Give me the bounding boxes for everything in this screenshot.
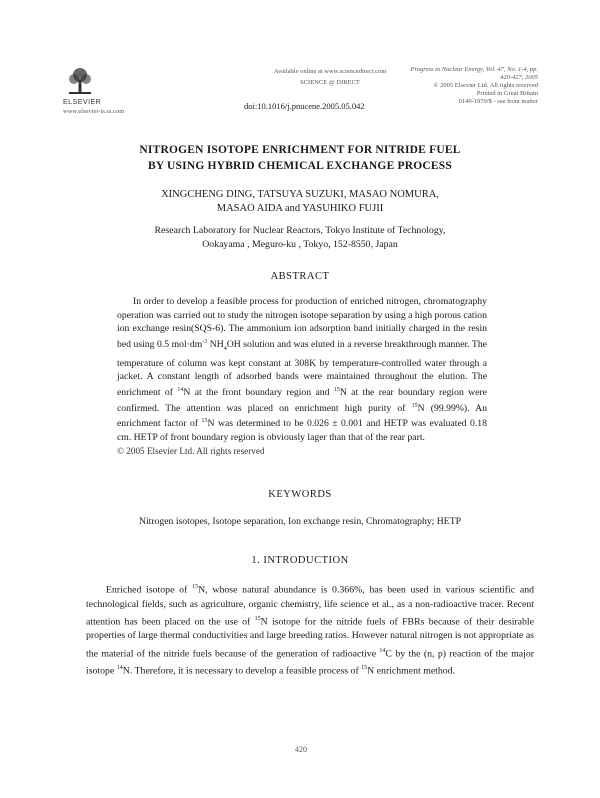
intro-sup-14b: 14 — [116, 665, 123, 672]
availability-block — [250, 68, 410, 87]
available-online-text: Available online at www.sciencedirect.com — [273, 68, 387, 75]
intro-sup-15c: 15 — [361, 665, 368, 672]
affiliation-line-2: Ookayama , Meguro-ku , Tokyo, 152-8550, Japan — [202, 239, 398, 250]
authors-line-1: XINGCHENG DING, TATSUYA SUZUKI, MASAO NOMURA, — [161, 189, 439, 200]
affiliation — [60, 224, 540, 252]
page-number: 420 — [295, 745, 307, 754]
journal-info-block — [400, 66, 538, 106]
publisher-logo-label: ELSEVIER — [63, 99, 102, 106]
keywords-heading: KEYWORDS — [268, 489, 332, 500]
issn-line: 0149-1970/$ - see front matter — [458, 98, 538, 105]
abstract-heading: ABSTRACT — [270, 271, 330, 282]
copyright-line: © 2005 Elsevier Ltd. All rights reserved — [433, 82, 538, 89]
elsevier-tree-logo — [66, 66, 94, 96]
introduction-paragraph: Enriched isotope of $^{15}$N, whose natural abundance is 0.366%, has been used in various scientific and technological fields, such as agriculture, organic chemistry, life science et al., as a non-radioactive tracer. Recent attention has been placed on the use of $^{15}$N isotope for the nitride fuels of FBRs because of their desirable properties of large thermal conductivities and large breeding ratios. However natural nitrogen is not appropriate as the material of the nitride fuels because of the generation of radioactive $^{14}$C by the (n, p) reaction of the major isotope $^{14}$N. Therefore, it is necessary to develop a feasible process of $^{15}$N enrichment method. — [86, 584, 535, 677]
intro-sup-15b: 15 — [254, 615, 261, 622]
affiliation-line-1: Research Laboratory for Nuclear Reactors, Tokyo Institute of Technology, — [154, 225, 446, 236]
publisher-url[interactable]: www.elsevier-ts.ss.com — [63, 108, 125, 115]
title-line-1: NITROGEN ISOTOPE ENRICHMENT FOR NITRIDE FUEL — [139, 144, 461, 156]
abstract-paragraph: In order to develop a feasible process for production of enriched nitrogen, chromatography operation was carried out to study the nitrogen isotope separation by using a high porous cation ion exchange resin(SQS-6). The ammonium ion adsorption band initially charged in the resin bed using 0.5 $mol\cdot dm^{-3}$ $NH_4OH$ solution and was eluted in a reverse breakthrough manner. The temperature of column was kept constant at 308K by temperature-controlled water through a jacket. A constant length of adsorbed bands were maintained throughout the elution. The enrichment of $^{14}$N at the front boundary region and $^{15}$N at the rear boundary region were confirmed. The attention was placed on enrichment high purity of $^{15}$N (99.99%). An enrichment factor of $^{15}$N was determined to be 0.026 ± 0.001 and HETP was evaluated 0.18 cm. HETP of front boundary region is obviously lager than that of the rear part. — [117, 296, 488, 444]
authors — [60, 188, 540, 216]
abstract-copyright: © 2005 Elsevier Ltd. All rights reserved — [117, 445, 265, 456]
keywords-list: Nitrogen isotopes, Isotope separation, Ion exchange resin, Chromatography; HETP — [138, 516, 462, 527]
abstract-sup-15b: 15 — [411, 402, 418, 409]
authors-line-2: MASAO AIDA and YASUHIKO FUJII — [216, 203, 384, 214]
abstract-sup-15c: 15 — [201, 418, 208, 425]
printed-line: Printed in Great Britain — [476, 90, 538, 97]
journal-line: Progress in Nuclear Energy, Vol. 47, No. 1-4, pp. 420-427, 2005 — [410, 66, 538, 81]
science-direct-text: SCIENCE @ DIRECT — [300, 79, 360, 86]
paper-title — [60, 142, 540, 174]
doi[interactable]: doi:10.1016/j.pnucene.2005.05.042 — [244, 101, 365, 111]
title-line-2: BY USING HYBRID CHEMICAL EXCHANGE PROCESS — [148, 160, 452, 172]
abstract-body — [117, 295, 487, 458]
introduction-body — [86, 580, 534, 679]
introduction-heading: 1. INTRODUCTION — [251, 555, 349, 566]
